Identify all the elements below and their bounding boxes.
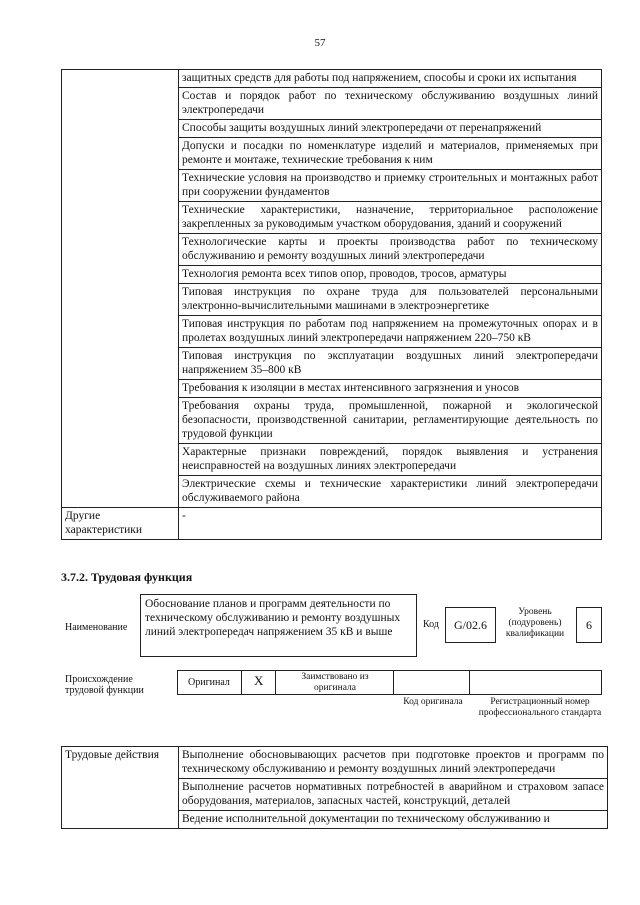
table-cell: Требования к изоляции в местах интенсивного загрязнения и уносов: [179, 380, 602, 398]
table-row: [62, 747, 608, 779]
table-row: [62, 70, 602, 88]
table-row: [62, 508, 602, 540]
table-cell: Выполнение обосновывающих расчетов при подготовке проектов и программ по техническому обслуживанию и ремонту воздушных линий электропередачи: [179, 747, 608, 779]
table-cell: Типовая инструкция по эксплуатации воздушных линий электропередачи напряжением 35–800 кВ: [179, 348, 602, 380]
other-characteristics-value: -: [179, 508, 602, 540]
labor-actions-table: [61, 746, 608, 829]
original-code-cell: [394, 671, 470, 694]
registration-number-caption: Регистрационный номер профессионального стандарта: [478, 697, 602, 718]
function-name-box: Обоснование планов и программ деятельности по техническому обслуживанию и ремонту воздушных линий электропередач напряжением 35 кВ и выше: [140, 594, 417, 657]
labor-actions-label: Трудовые действия: [62, 747, 179, 829]
origin-label: Происхождение трудовой функции: [65, 674, 144, 696]
page-number: 57: [314, 37, 326, 49]
origin-row: [177, 670, 602, 695]
table-cell: Ведение исполнительной документации по техническому обслуживанию и: [179, 811, 608, 829]
table-cell: Технологические карты и проекты производства работ по техническому обслуживанию и ремонту воздушных линий электропередачи: [179, 234, 602, 266]
table-cell: Способы защиты воздушных линий электропередачи от перенапряжений: [179, 120, 602, 138]
knowledge-table: [61, 69, 602, 540]
table-cell: Требования охраны труда, промышленной, пожарной и экологической безопасности, производственной санитарии, регламентирующие деятельность по трудовой функции: [179, 398, 602, 444]
table-cell: Допуски и посадки по номенклатуре изделий и материалов, применяемых при ремонте и монтаже, технические требования к ним: [179, 138, 602, 170]
table-cell: Состав и порядок работ по техническому обслуживанию воздушных линий электропередачи: [179, 88, 602, 120]
table-cell: Типовая инструкция по работам под напряжением на промежуточных опорах и в пролетах воздушных линий электропередачи напряжением 220–750 кВ: [179, 316, 602, 348]
level-label: Уровень (подуровень) квалификации: [505, 607, 565, 639]
table-cell: защитных средств для работы под напряжением, способы и сроки их испытания: [179, 70, 602, 88]
name-label: Наименование: [65, 622, 128, 633]
original-code-caption: Код оригинала: [403, 697, 463, 707]
function-code-box: G/02.6: [445, 607, 496, 643]
borrowed-cell: [276, 671, 394, 694]
table-cell: Технические характеристики, назначение, территориальное расположение закрепленных за руководимым участком оборудования, зданий и сооружений: [179, 202, 602, 234]
other-characteristics-label: Другие характеристики: [62, 508, 179, 540]
table-cell: Технология ремонта всех типов опор, проводов, тросов, арматуры: [179, 266, 602, 284]
registration-number-cell: [470, 671, 601, 694]
original-label: Оригинал: [188, 677, 230, 688]
table-cell: Характерные признаки повреждений, порядок выявления и устранения неисправностей на воздушных линиях электропередачи: [179, 444, 602, 476]
borrowed-label: Заимствовано из оригинала: [301, 672, 369, 693]
section-title: 3.7.2. Трудовая функция: [61, 570, 193, 584]
code-label: Код: [423, 619, 439, 630]
table-cell: Выполнение расчетов нормативных потребностей в аварийном и страховом запасе оборудования, материалов, запасных частей, конструкций, деталей: [179, 779, 608, 811]
original-mark: X: [254, 673, 264, 688]
original-mark-cell: [242, 671, 276, 694]
table-cell: Типовая инструкция по охране труда для пользователей персональными электронно-вычислительными машинами в электроэнергетике: [179, 284, 602, 316]
table-label-cell-empty: [62, 70, 179, 508]
table-cell: Электрические схемы и технические характеристики линий электропередачи обслуживаемого района: [179, 476, 602, 508]
qualification-level-box: 6: [576, 607, 602, 643]
table-cell: Технические условия на производство и приемку строительных и монтажных работ при сооружении фундаментов: [179, 170, 602, 202]
original-cell: [178, 671, 242, 694]
